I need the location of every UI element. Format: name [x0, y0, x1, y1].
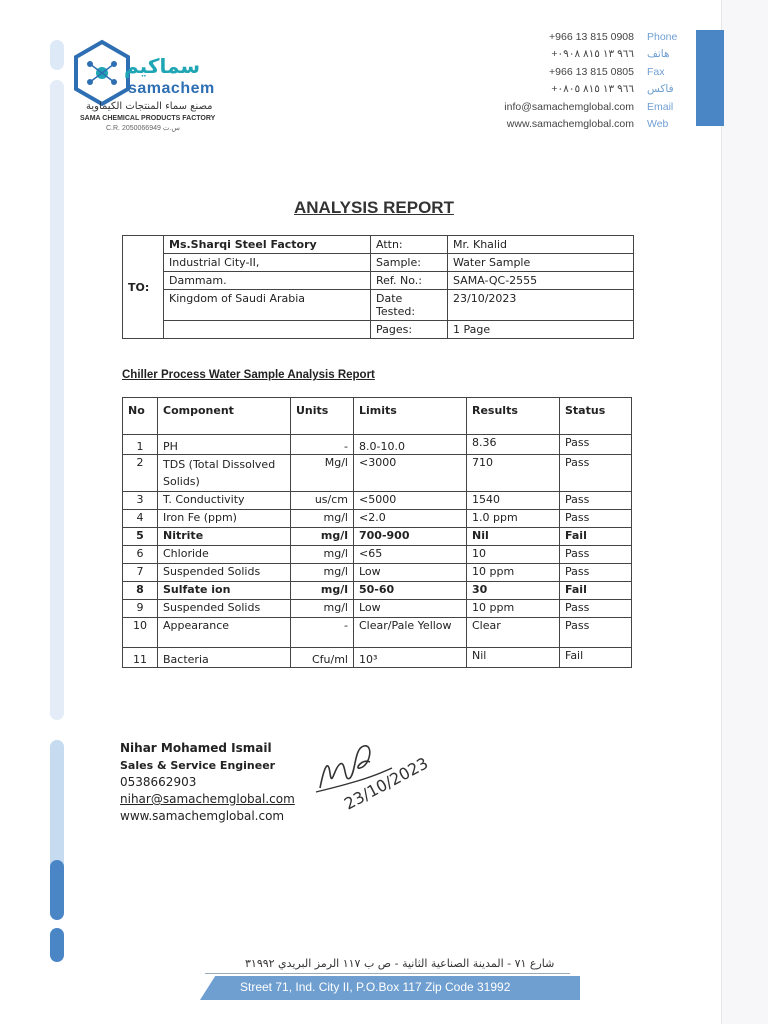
contact-row: [470, 81, 685, 99]
to-label: TO:: [123, 236, 164, 339]
report-title: ANALYSIS REPORT: [294, 198, 454, 217]
cell-units: mg/l: [291, 510, 354, 528]
recipient-table: [122, 235, 634, 339]
cell-units: mg/l: [291, 546, 354, 564]
contact-row: [470, 116, 685, 134]
contact-label: Web: [647, 118, 669, 131]
cell-limits: 8.0-10.0: [354, 435, 467, 455]
cell-component: Iron Fe (ppm): [158, 510, 291, 528]
footer-address-arabic: شارع ٧١ - المدينة الصناعية الثانية - ص ب ١١٧ الرمز البريدي ٣١٩٩٢: [245, 957, 555, 970]
contact-value: +966 13 815 0908: [549, 30, 634, 43]
cell-units: -: [291, 618, 354, 648]
cell-results: 1.0 ppm: [467, 510, 560, 528]
address-line-1: Industrial City-II,: [164, 254, 371, 272]
contact-value: +٩٦٦ ١٣ ٨١٥ ٠٩٠٨: [551, 48, 634, 61]
table-header-row: [123, 398, 632, 435]
cell-units: mg/l: [291, 600, 354, 618]
cell-units: -: [291, 435, 354, 455]
cell-results: Nil: [467, 648, 560, 668]
cell-limits: <5000: [354, 492, 467, 510]
col-header-limits: Limits: [354, 398, 467, 435]
cell-component: Suspended Solids: [158, 600, 291, 618]
cell-results: 10 ppm: [467, 600, 560, 618]
cell-no: 3: [123, 492, 158, 510]
contact-label: Email: [647, 100, 674, 113]
cell-units: mg/l: [291, 582, 354, 600]
cell-component: T. Conductivity: [158, 492, 291, 510]
contact-block: [470, 28, 685, 133]
cell-results: Clear: [467, 618, 560, 648]
address-line-2: Dammam.: [164, 272, 371, 290]
cell-limits: 50-60: [354, 582, 467, 600]
header-blue-bar: [696, 30, 724, 126]
contact-email[interactable]: info@samachemglobal.com: [504, 100, 634, 113]
cell-limits: Low: [354, 600, 467, 618]
attn-value: Mr. Khalid: [448, 236, 634, 254]
cell-no: 9: [123, 600, 158, 618]
col-header-component: Component: [158, 398, 291, 435]
cell-results: 710: [467, 455, 560, 492]
cell-results: Nil: [467, 528, 560, 546]
signatory-name: Nihar Mohamed Ismail: [120, 741, 272, 755]
cell-units: Cfu/ml: [291, 648, 354, 668]
signatory-phone: 0538662903: [120, 775, 197, 789]
handwritten-signature: [310, 728, 450, 818]
analysis-table: [122, 397, 632, 668]
cell-status: Pass: [560, 618, 632, 648]
contact-row: [470, 98, 685, 116]
signatory-web: www.samachemglobal.com: [120, 809, 285, 823]
cell-no: 8: [123, 582, 158, 600]
col-header-no: No: [123, 398, 158, 435]
report-subtitle: Chiller Process Water Sample Analysis Report: [122, 369, 375, 381]
cell-no: 7: [123, 564, 158, 582]
table-row: [123, 618, 632, 648]
cell-component: Appearance: [158, 618, 291, 648]
contact-label: Fax: [647, 65, 665, 78]
cell-no: 2: [123, 455, 158, 492]
cell-no: 6: [123, 546, 158, 564]
footer-divider: [205, 973, 570, 974]
sample-value: Water Sample: [448, 254, 634, 272]
cell-status: Pass: [560, 600, 632, 618]
cell-no: 1: [123, 435, 158, 455]
logo-arabic-text: سماكيم: [124, 54, 201, 78]
contact-label: فاكس: [647, 83, 674, 96]
address-line-3: Kingdom of Saudi Arabia: [164, 290, 371, 321]
date-label: Date Tested:: [371, 290, 448, 321]
contact-value: +966 13 815 0805: [549, 65, 634, 78]
cell-status: Pass: [560, 435, 632, 455]
signatory-block: [120, 740, 295, 825]
table-row: [123, 492, 632, 510]
date-value: 23/10/2023: [448, 290, 634, 321]
cell-status: Fail: [560, 528, 632, 546]
footer-address-english: Street 71, Ind. City II, P.O.Box 117 Zip Code 31992: [240, 980, 511, 994]
contact-row: [470, 63, 685, 81]
table-row: [123, 435, 632, 455]
table-row: [123, 564, 632, 582]
contact-value: +٩٦٦ ١٣ ٨١٥ ٠٨٠٥: [551, 83, 634, 96]
ref-label: Ref. No.:: [371, 272, 448, 290]
table-row: [123, 455, 632, 492]
company-cr-number: C.R. 2050066949 س.ت: [106, 125, 180, 132]
empty-cell: [164, 321, 371, 339]
logo-english-text: samachem: [128, 80, 215, 97]
table-row: [123, 582, 632, 600]
cell-component: Chloride: [158, 546, 291, 564]
cell-results: 10: [467, 546, 560, 564]
cell-limits: Clear/Pale Yellow: [354, 618, 467, 648]
ref-value: SAMA-QC-2555: [448, 272, 634, 290]
company-name-english: SAMA CHEMICAL PRODUCTS FACTORY: [80, 115, 216, 122]
left-decorative-strip: [50, 40, 66, 975]
cell-component: Bacteria: [158, 648, 291, 668]
table-row: [123, 600, 632, 618]
table-row: [123, 648, 632, 668]
cell-limits: <2.0: [354, 510, 467, 528]
cell-limits: <65: [354, 546, 467, 564]
cell-status: Pass: [560, 455, 632, 492]
cell-limits: <3000: [354, 455, 467, 492]
contact-web[interactable]: www.samachemglobal.com: [506, 118, 634, 131]
cell-results: 30: [467, 582, 560, 600]
company-name-arabic: مصنع سماء المنتجات الكيماوية: [86, 101, 213, 112]
cell-units: us/cm: [291, 492, 354, 510]
pages-label: Pages:: [371, 321, 448, 339]
cell-status: Pass: [560, 510, 632, 528]
cell-results: 10 ppm: [467, 564, 560, 582]
cell-status: Pass: [560, 492, 632, 510]
cell-units: Mg/l: [291, 455, 354, 492]
col-header-results: Results: [467, 398, 560, 435]
contact-row: [470, 28, 685, 46]
cell-component: TDS (Total Dissolved Solids): [158, 455, 291, 492]
cell-limits: 10³: [354, 648, 467, 668]
cell-status: Pass: [560, 546, 632, 564]
cell-limits: 700-900: [354, 528, 467, 546]
col-header-units: Units: [291, 398, 354, 435]
cell-component: Sulfate ion: [158, 582, 291, 600]
table-row: [123, 546, 632, 564]
cell-limits: Low: [354, 564, 467, 582]
contact-label: هاتف: [647, 48, 670, 61]
cell-results: 8.36: [467, 435, 560, 455]
sample-label: Sample:: [371, 254, 448, 272]
cell-units: mg/l: [291, 528, 354, 546]
contact-label: Phone: [647, 30, 678, 43]
cell-results: 1540: [467, 492, 560, 510]
contact-row: [470, 46, 685, 64]
cell-component: Nitrite: [158, 528, 291, 546]
signatory-email-link[interactable]: nihar@samachemglobal.com: [120, 792, 295, 806]
cell-status: Pass: [560, 564, 632, 582]
company-logo: [72, 38, 222, 138]
cell-component: PH: [158, 435, 291, 455]
cell-status: Fail: [560, 648, 632, 668]
recipient-name: Ms.Sharqi Steel Factory: [164, 236, 371, 254]
cell-no: 10: [123, 618, 158, 648]
handwritten-date: 23/10/2023: [340, 753, 432, 814]
hexagon-molecule-icon: [72, 38, 132, 108]
cell-component: Suspended Solids: [158, 564, 291, 582]
pages-value: 1 Page: [448, 321, 634, 339]
cell-status: Fail: [560, 582, 632, 600]
cell-no: 4: [123, 510, 158, 528]
attn-label: Attn:: [371, 236, 448, 254]
page-right-edge: [721, 0, 768, 1024]
table-row: [123, 510, 632, 528]
table-row: [123, 528, 632, 546]
cell-units: mg/l: [291, 564, 354, 582]
col-header-status: Status: [560, 398, 632, 435]
signatory-role: Sales & Service Engineer: [120, 759, 276, 772]
cell-no: 5: [123, 528, 158, 546]
cell-no: 11: [123, 648, 158, 668]
